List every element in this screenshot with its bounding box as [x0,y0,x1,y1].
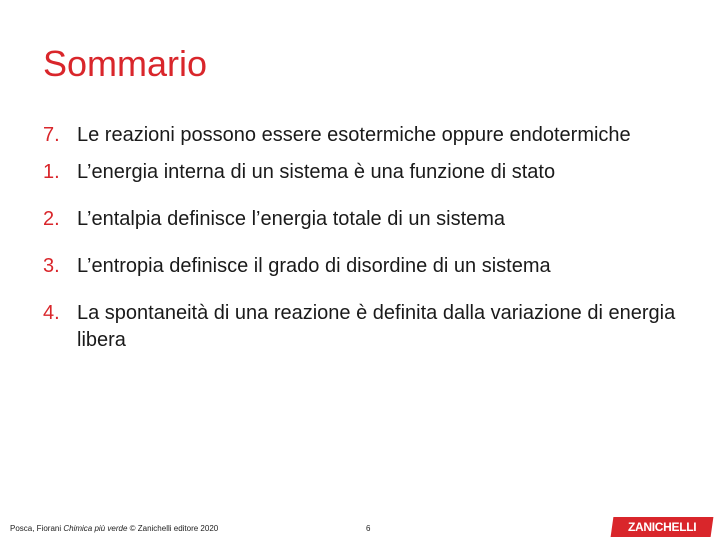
list-item-text: L’entropia definisce il grado di disordine di un sistema [77,255,551,277]
list-item-text: La spontaneità di una reazione è definita dalla variazione di energia libera [77,302,676,351]
summary-list [43,122,683,354]
list-item-text: L’entalpia definisce l’energia totale di un sistema [77,208,506,230]
list-item-number: 3. [43,255,60,277]
list-item-text: Le reazioni possono essere esotermiche oppure endotermiche [77,124,631,146]
list-item [43,122,683,149]
list-item [43,253,683,280]
list-item-number: 1. [43,161,60,183]
footer-credits [10,524,218,533]
list-item-number: 2. [43,208,60,230]
slide-title: Sommario [43,43,208,84]
list-item [43,159,683,186]
list-item-text: L’energia interna di un sistema è una funzione di stato [77,161,556,183]
list-item [43,300,683,354]
footer-publisher: © Zanichelli editore 2020 [127,524,219,533]
logo-text: ZANICHELLI [627,520,697,534]
footer-authors: Posca, Fiorani [10,524,64,533]
list-item [43,206,683,233]
zanichelli-logo [611,517,714,537]
list-item-number: 7. [43,124,60,146]
footer [0,516,720,540]
page-number: 6 [366,524,371,533]
list-item-number: 4. [43,302,60,324]
footer-book-title: Chimica più verde [63,524,128,533]
